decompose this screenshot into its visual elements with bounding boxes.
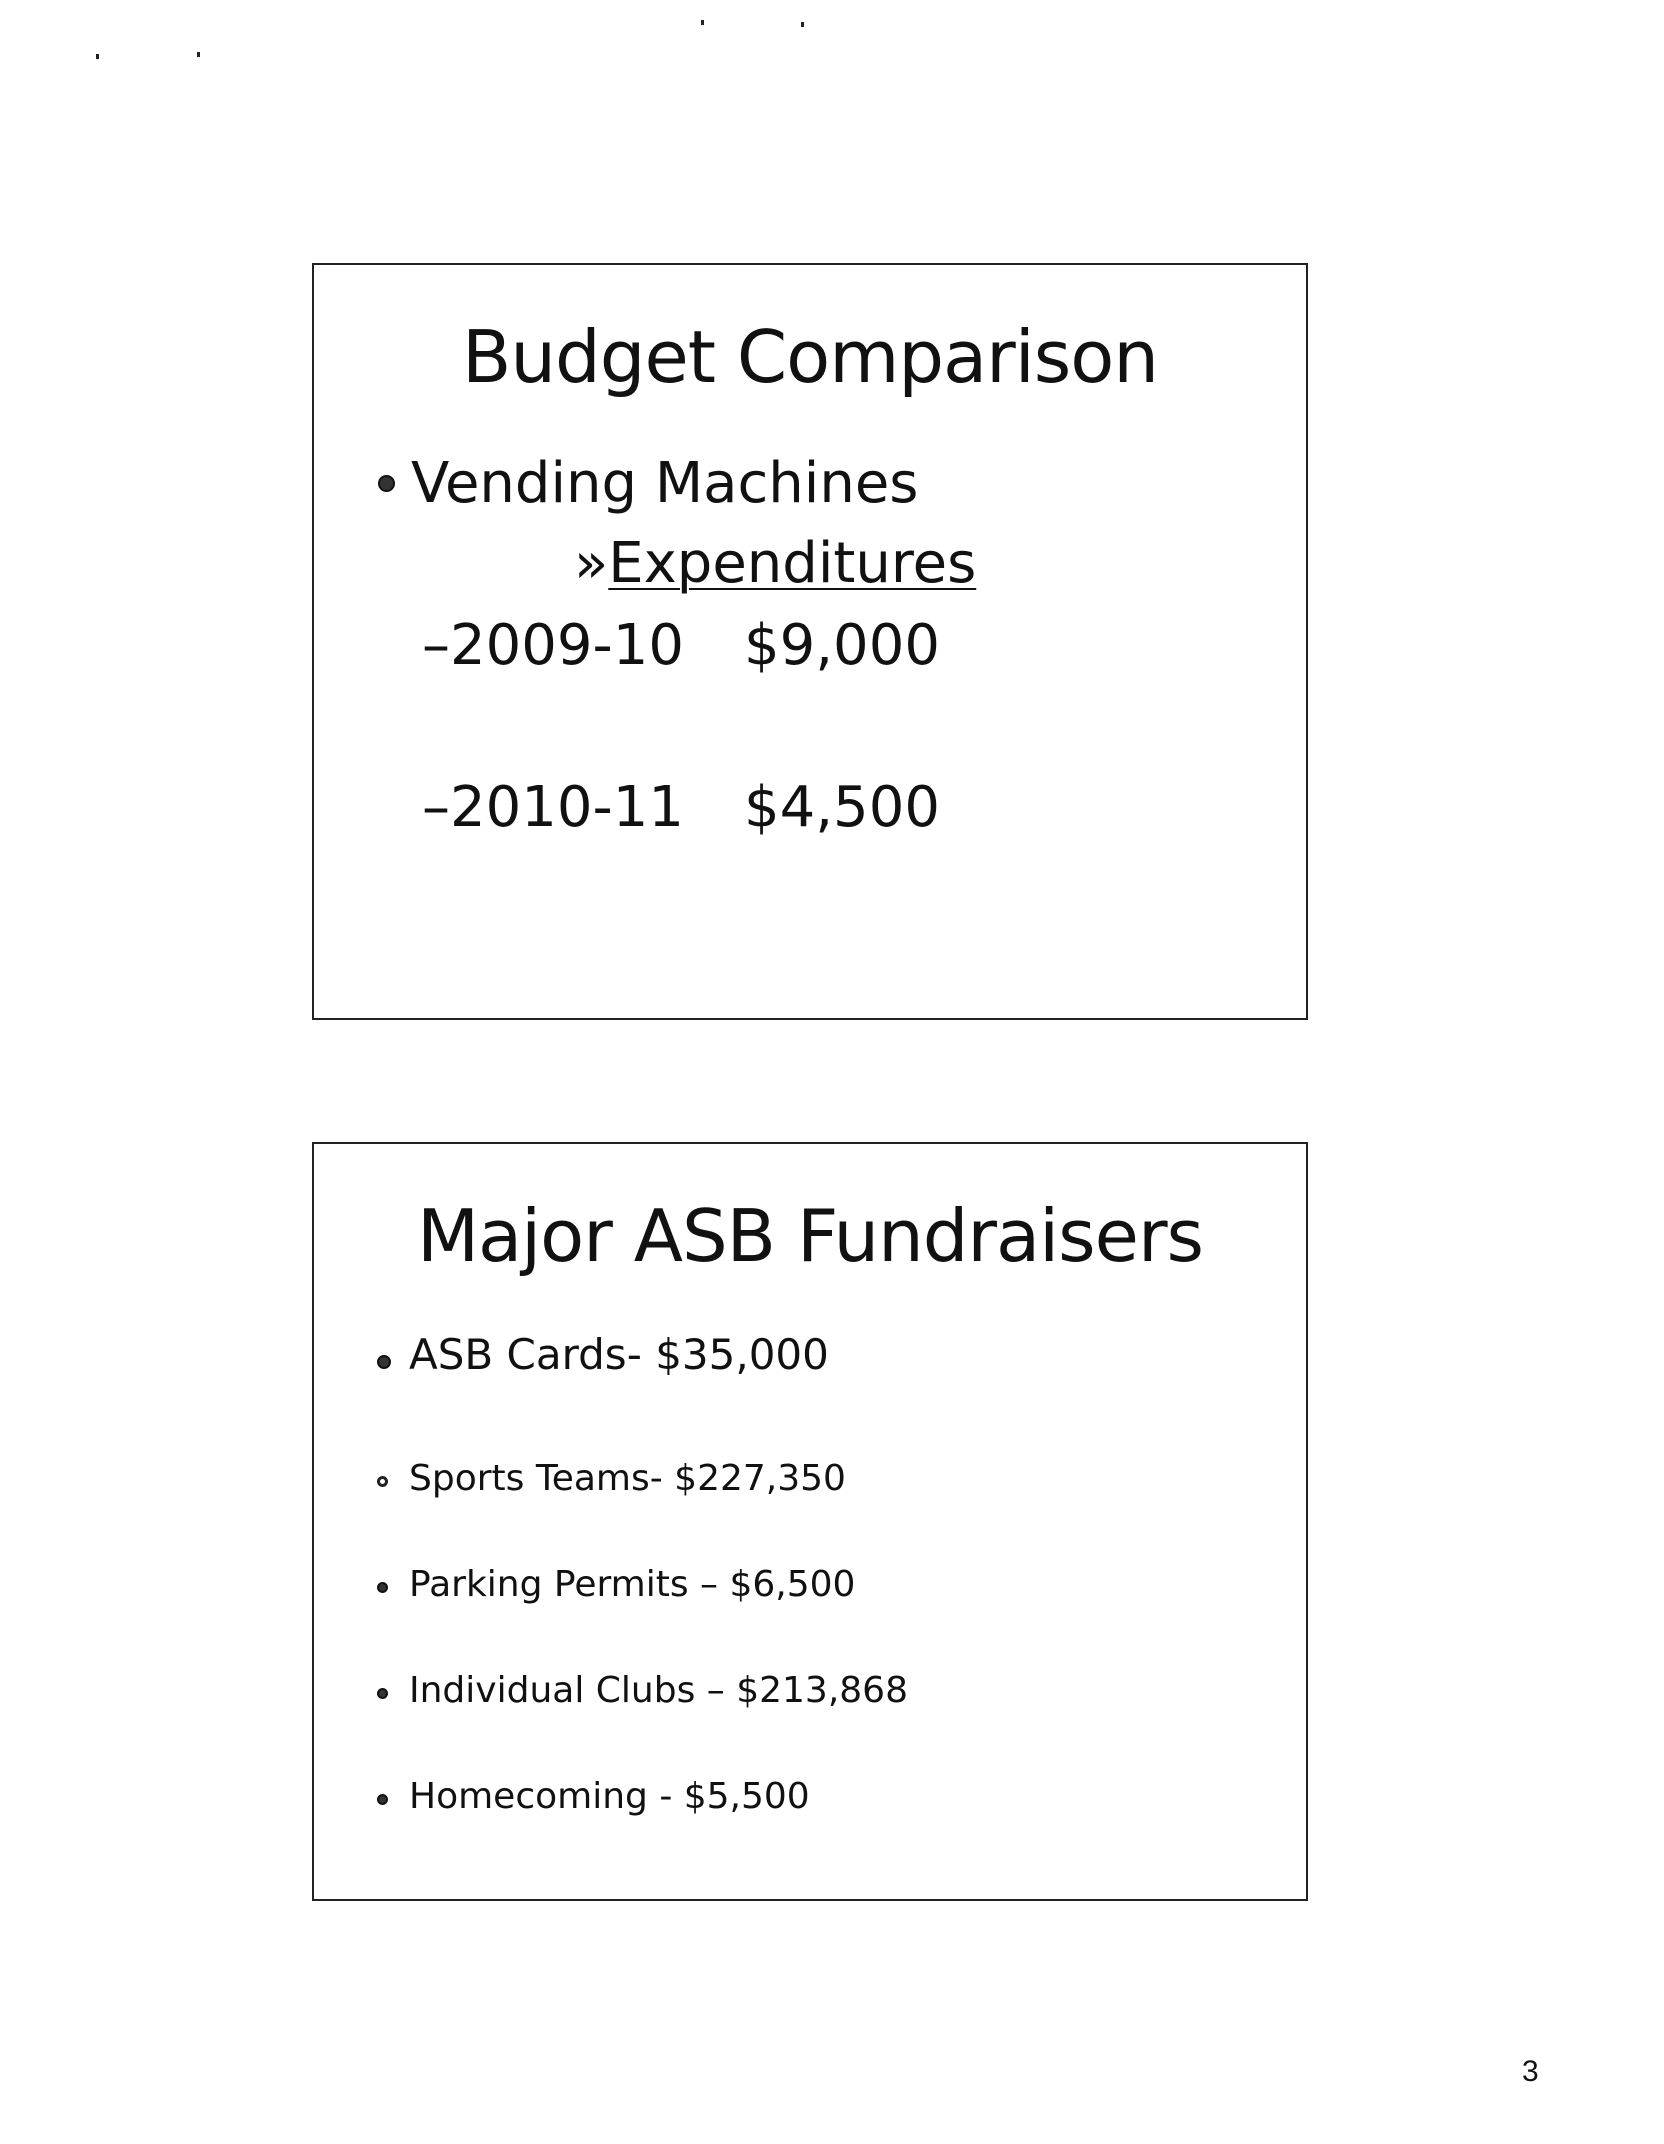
row-amount: $9,000 — [744, 613, 940, 678]
scan-speck — [801, 22, 804, 27]
row-year: –2009-10 — [422, 613, 684, 678]
list-item: Parking Permits – $6,500 — [409, 1564, 856, 1605]
list-item: Individual Clubs – $213,868 — [409, 1670, 908, 1711]
list-item: ASB Cards- $35,000 — [409, 1330, 829, 1379]
row-amount: $4,500 — [744, 775, 940, 840]
scan-speck — [701, 20, 704, 25]
bullet-text: Vending Machines — [411, 451, 919, 516]
scan-speck — [197, 52, 200, 57]
bullet-icon — [377, 1688, 388, 1699]
list-item: Sports Teams- $227,350 — [409, 1458, 846, 1499]
list-item: Homecoming - $5,500 — [409, 1776, 810, 1817]
slide-title: Major ASB Fundraisers — [416, 1194, 1204, 1278]
row-year: –2010-11 — [422, 775, 684, 840]
slide-major-asb-fundraisers — [312, 1142, 1308, 1901]
bullet-icon — [377, 1476, 388, 1487]
subheading — [574, 531, 976, 596]
scan-speck — [96, 54, 99, 59]
page-number: 3 — [1522, 2055, 1539, 2088]
slide-title: Budget Comparison — [462, 315, 1158, 399]
bullet-icon — [378, 475, 395, 492]
subheading-text: Expenditures — [608, 531, 977, 596]
slide-budget-comparison — [312, 263, 1308, 1020]
bullet-icon — [377, 1582, 388, 1593]
bullet-icon — [377, 1355, 391, 1369]
subheading-marker: » — [574, 531, 609, 596]
bullet-icon — [377, 1794, 388, 1805]
